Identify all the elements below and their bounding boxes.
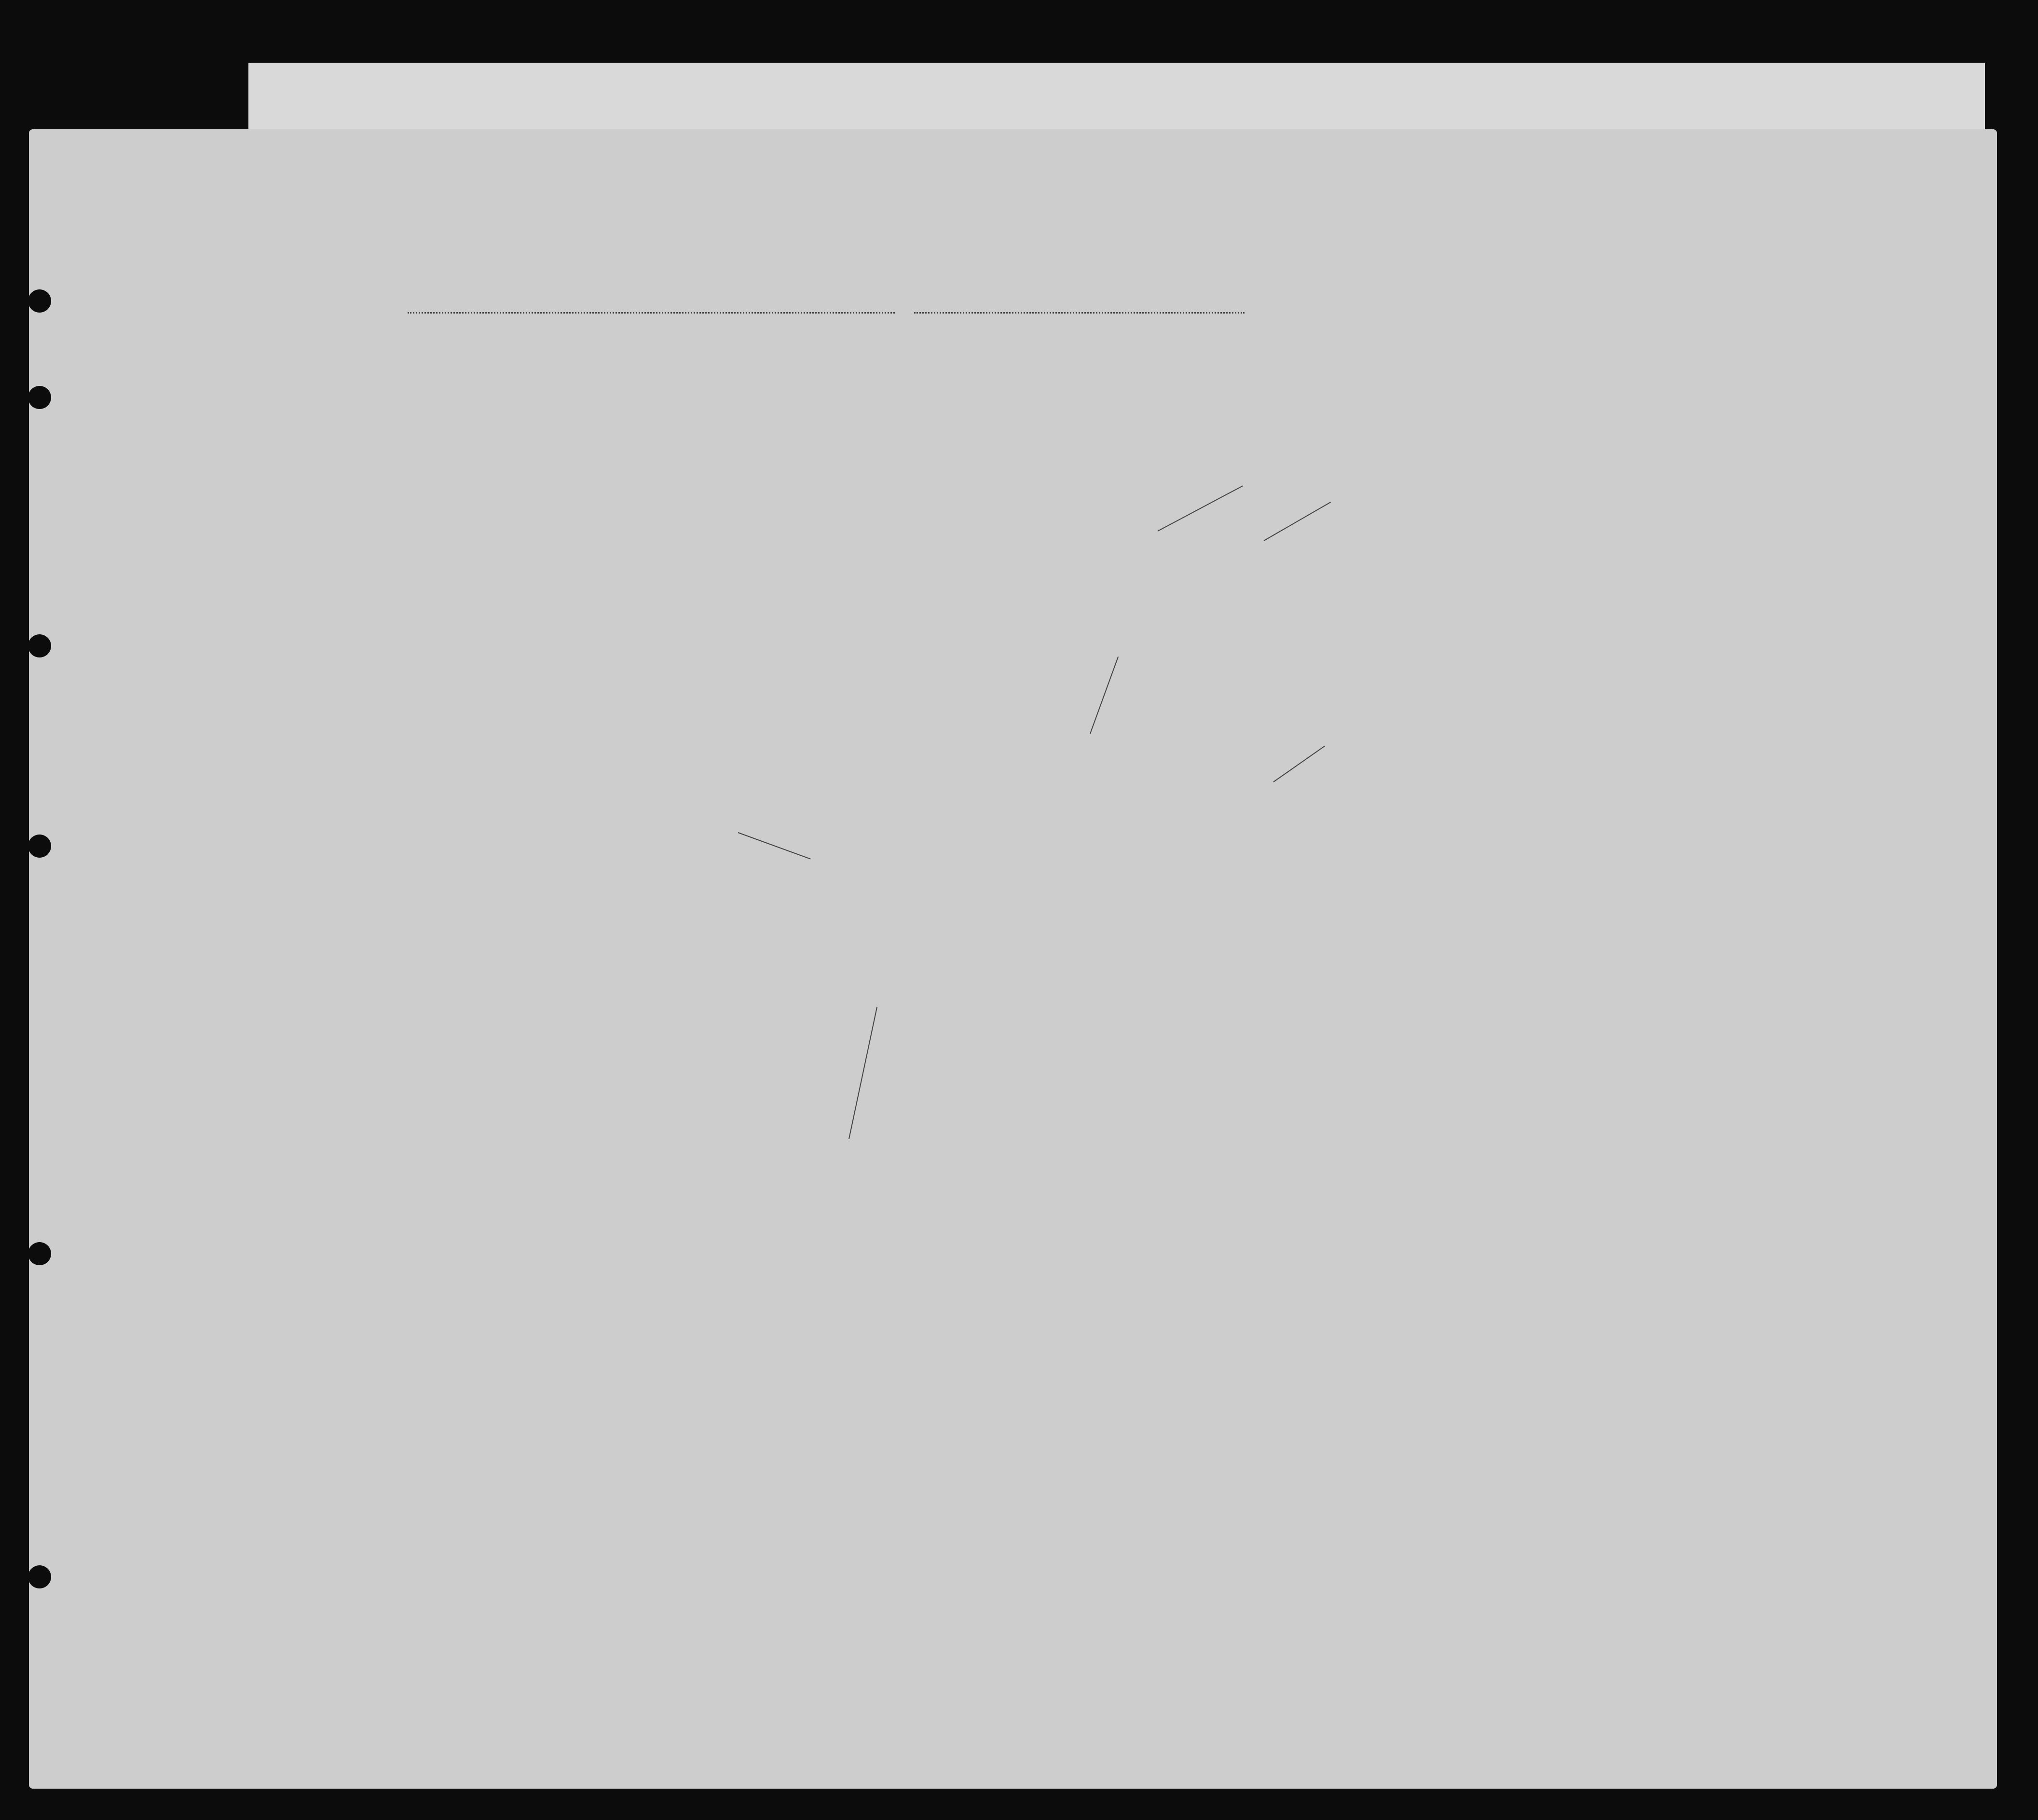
manifest-sheet: [29, 129, 1997, 1789]
port-rule: [408, 312, 895, 314]
date-rule: [914, 312, 1245, 314]
binder-hole: [28, 386, 51, 409]
binder-hole: [28, 1242, 51, 1265]
binder-hole: [28, 835, 51, 858]
binder-hole: [28, 289, 51, 313]
binder-hole: [28, 1565, 51, 1588]
binder-hole: [28, 634, 51, 657]
